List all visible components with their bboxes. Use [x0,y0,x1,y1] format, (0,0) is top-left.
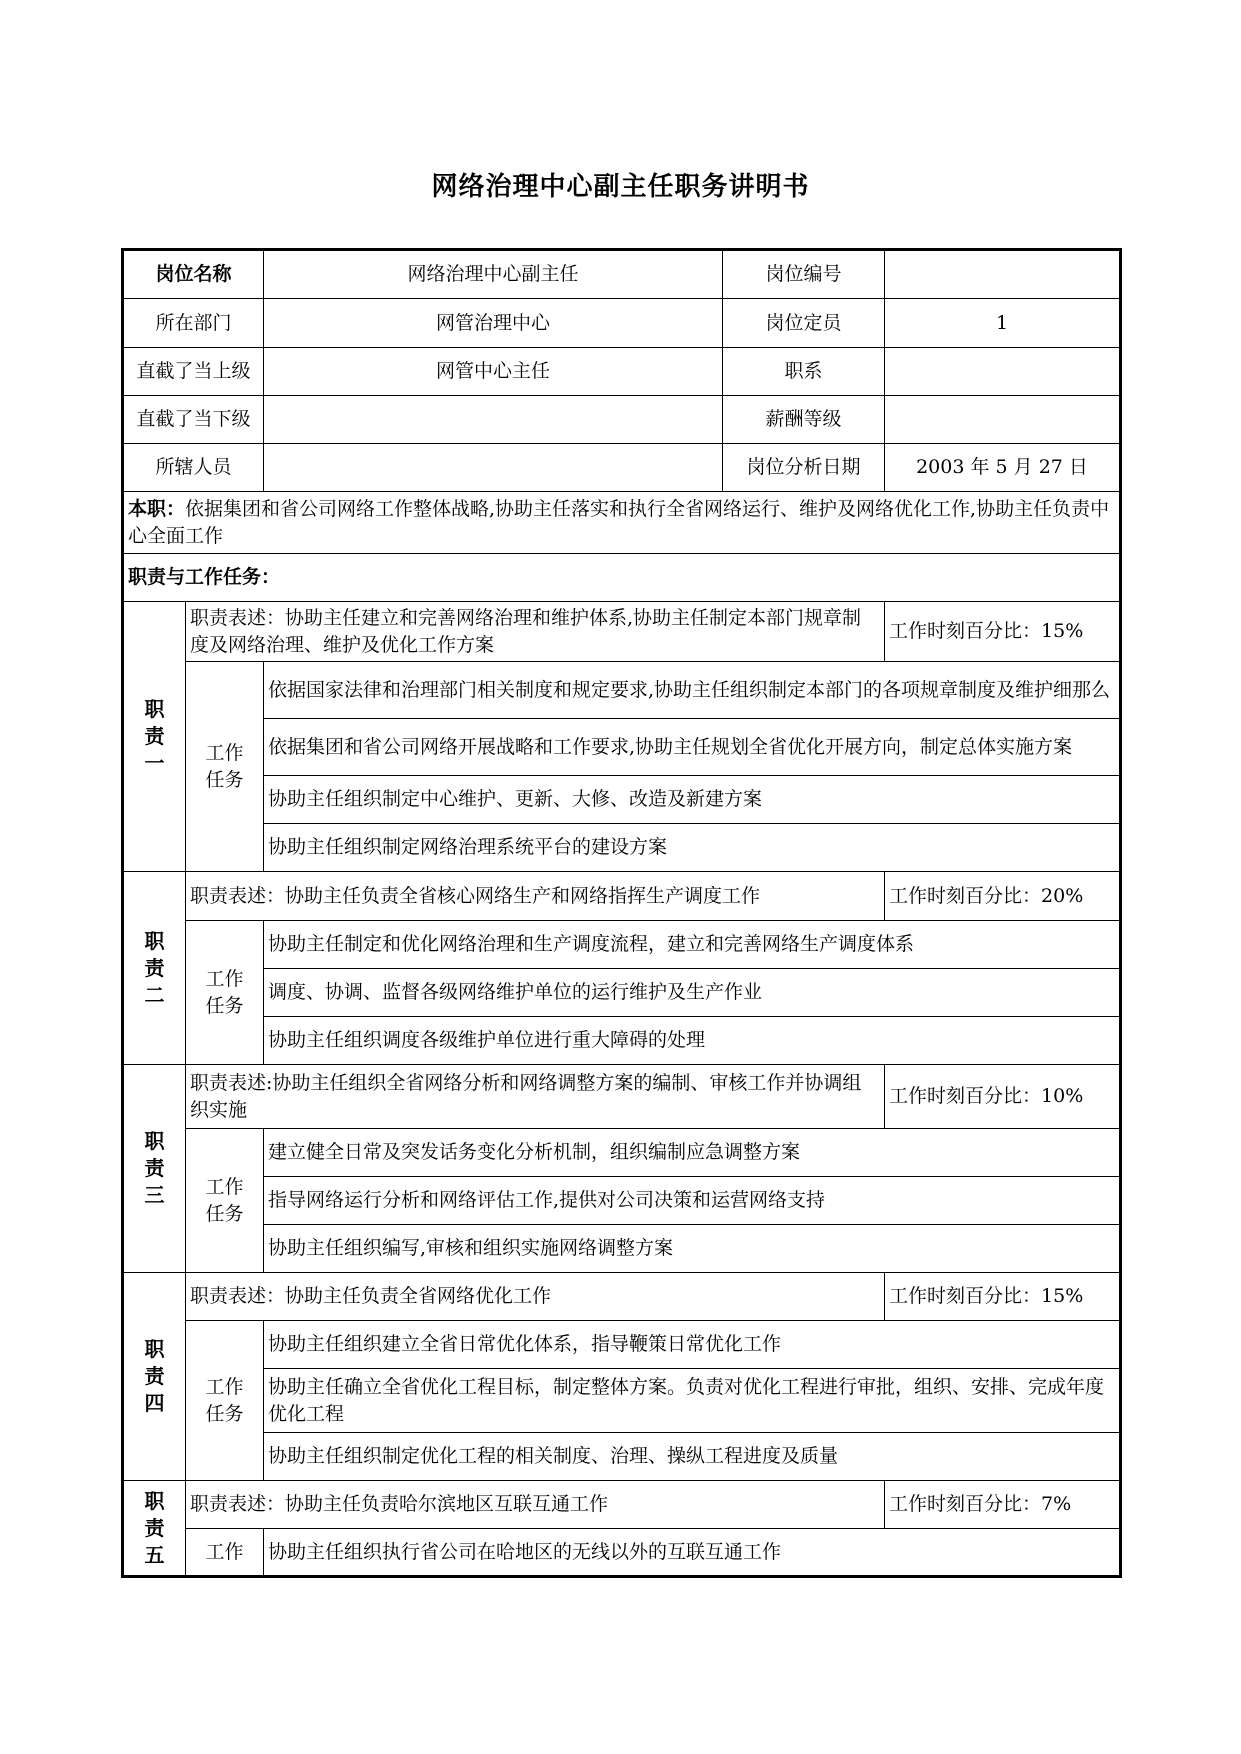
duty-description: 职责表述：协助主任建立和完善网络治理和维护体系,协助主任制定本部门规章制度及网络治理、维护及优化工作方案 [186,602,885,662]
task-item: 协助主任确立全省优化工程目标，制定整体方案。负责对优化工程进行审批，组织、安排、完成年度优化工程 [264,1369,1121,1433]
task-row [123,1433,1121,1481]
duty-description: 职责表述:协助主任组织全省网络分析和网络调整方案的编制、审核工作并协调组织实施 [186,1065,885,1129]
task-item: 协助主任组织制定网络治理系统平台的建设方案 [264,824,1121,872]
task-item: 协助主任组织执行省公司在哈地区的无线以外的互联互通工作 [264,1529,1121,1577]
task-label: 工作任务 [186,1129,264,1273]
task-item: 协助主任组织制定中心维护、更新、大修、改造及新建方案 [264,776,1121,824]
info-row [123,299,1121,348]
info-label: 直截了当上级 [123,348,264,396]
duty-description: 职责表述：协助主任负责哈尔滨地区互联互通工作 [186,1481,885,1529]
task-row [123,662,1121,719]
task-item: 协助主任组织建立全省日常优化体系，指导鞭策日常优化工作 [264,1321,1121,1369]
info-value [885,348,1121,396]
task-item: 协助主任制定和优化网络治理和生产调度流程，建立和完善网络生产调度体系 [264,921,1121,969]
task-row [123,1129,1121,1177]
task-row [123,719,1121,776]
info-value [264,444,723,492]
info-label: 岗位分析日期 [723,444,885,492]
task-row [123,1225,1121,1273]
info-row [123,444,1121,492]
duty-label: 职 责 二 [123,872,186,1065]
task-label: 工作任务 [186,662,264,872]
info-row [123,348,1121,396]
summary-text: 依据集团和省公司网络工作整体战略,协助主任落实和执行全省网络运行、维护及网络优化工作,协助主任负责中心全面工作 [128,497,1110,547]
duty-desc-row [123,1065,1121,1129]
info-label: 岗位编号 [723,250,885,299]
time-percentage: 工作时刻百分比：15% [885,602,1121,662]
task-item: 建立健全日常及突发话务变化分析机制，组织编制应急调整方案 [264,1129,1121,1177]
info-value: 2003 年 5 月 27 日 [885,444,1121,492]
duty-label: 职 责 三 [123,1065,186,1273]
duty-description: 职责表述：协助主任负责全省网络优化工作 [186,1273,885,1321]
duty-desc-row [123,1481,1121,1529]
duty-desc-row [123,1273,1121,1321]
summary-row [123,492,1121,554]
task-label: 工作 [186,1529,264,1577]
duty-label: 职 责 一 [123,602,186,872]
duty-label: 职 责 五 [123,1481,186,1577]
info-label: 职系 [723,348,885,396]
task-row [123,1321,1121,1369]
time-percentage: 工作时刻百分比：7% [885,1481,1121,1529]
task-row [123,921,1121,969]
task-item: 协助主任组织制定优化工程的相关制度、治理、操纵工程进度及质量 [264,1433,1121,1481]
job-description-table [121,248,1122,1578]
time-percentage: 工作时刻百分比：15% [885,1273,1121,1321]
info-value: 网管中心主任 [264,348,723,396]
summary-label: 本职： [128,497,186,520]
time-percentage: 工作时刻百分比：10% [885,1065,1121,1129]
task-item: 协助主任组织调度各级维护单位进行重大障碍的处理 [264,1017,1121,1065]
duty-label: 职 责 四 [123,1273,186,1481]
summary-cell [123,492,1121,554]
info-value: 1 [885,299,1121,348]
task-row [123,1369,1121,1433]
task-item: 依据集团和省公司网络开展战略和工作要求,协助主任规划全省优化开展方向，制定总体实施方案 [264,719,1121,776]
task-row [123,1529,1121,1577]
info-label: 直截了当下级 [123,396,264,444]
info-label: 薪酬等级 [723,396,885,444]
info-value: 网管治理中心 [264,299,723,348]
info-row [123,396,1121,444]
section-title: 职责与工作任务： [123,554,1121,602]
info-value [885,396,1121,444]
page-title: 网络治理中心副主任职务讲明书 [431,172,810,202]
info-value: 网络治理中心副主任 [264,250,723,299]
info-label: 岗位定员 [723,299,885,348]
info-value [885,250,1121,299]
task-row [123,824,1121,872]
task-item: 调度、协调、监督各级网络维护单位的运行维护及生产作业 [264,969,1121,1017]
task-item: 依据国家法律和治理部门相关制度和规定要求,协助主任组织制定本部门的各项规章制度及维护细那么 [264,662,1121,719]
task-item: 协助主任组织编写,审核和组织实施网络调整方案 [264,1225,1121,1273]
info-label: 所辖人员 [123,444,264,492]
duty-desc-row [123,872,1121,921]
task-label: 工作任务 [186,1321,264,1481]
duty-desc-row [123,602,1121,662]
info-value [264,396,723,444]
info-row [123,250,1121,299]
info-label: 所在部门 [123,299,264,348]
task-row [123,969,1121,1017]
info-label: 岗位名称 [123,250,264,299]
task-label: 工作任务 [186,921,264,1065]
task-row [123,1017,1121,1065]
section-title-row [123,554,1121,602]
task-item: 指导网络运行分析和网络评估工作,提供对公司决策和运营网络支持 [264,1177,1121,1225]
time-percentage: 工作时刻百分比：20% [885,872,1121,921]
task-row [123,1177,1121,1225]
task-row [123,776,1121,824]
duty-description: 职责表述：协助主任负责全省核心网络生产和网络指挥生产调度工作 [186,872,885,921]
